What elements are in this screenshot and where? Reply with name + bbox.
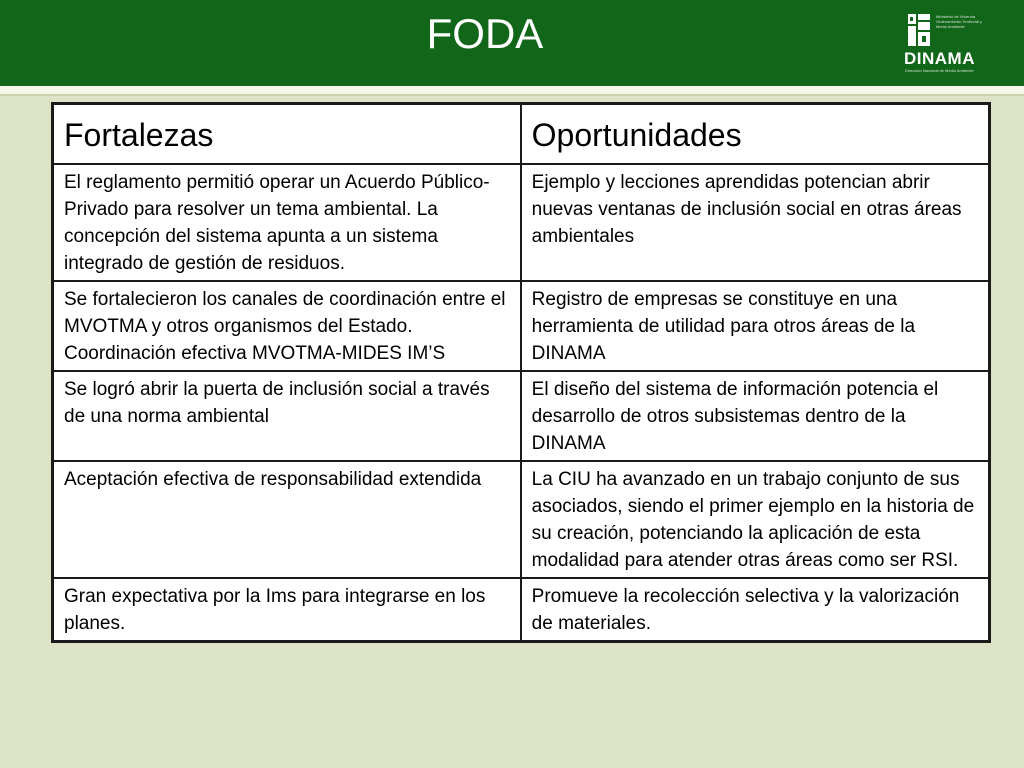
logo-subtitle: Dirección Nacional de Medio Ambiente [905,68,974,73]
logo-wordmark: DINAMA [904,49,975,68]
table-row [53,461,990,578]
logo-ministry-text: Ministerio de Vivienda Ordenamiento Territorial y Medio Ambiente [936,14,982,29]
header-oportunidades: Oportunidades [521,104,990,165]
table-row [53,371,990,461]
header-divider [0,86,1024,94]
foda-table [51,102,991,643]
oportunidad-cell: Ejemplo y lecciones aprendidas potencian abrir nuevas ventanas de inclusión social en otras áreas ambientales [521,164,990,281]
oportunidad-cell: El diseño del sistema de información potencia el desarrollo de otros subsistemas dentro de la DINAMA [521,371,990,461]
table-row [53,281,990,371]
oportunidad-cell: La CIU ha avanzado en un trabajo conjunto de sus asociados, siendo el primer ejemplo en la historia de su creación, potenciando la aplicación de esta modalidad para atender otras áreas como ser RSI. [521,461,990,578]
table-row [53,578,990,642]
fortaleza-cell: Se fortalecieron los canales de coordinación entre el MVOTMA y otros organismos del Estado. Coordinación efectiva MVOTMA-MIDES IM’S [53,281,521,371]
fortaleza-cell: Gran expectativa por la Ims para integrarse en los planes. [53,578,521,642]
oportunidad-cell: Promueve la recolección selectiva y la valorización de materiales. [521,578,990,642]
fortaleza-cell: Aceptación efectiva de responsabilidad extendida [53,461,521,578]
slide-title: FODA [426,10,544,57]
oportunidad-cell: Registro de empresas se constituye en una herramienta de utilidad para otros áreas de la DINAMA [521,281,990,371]
fortaleza-cell: El reglamento permitió operar un Acuerdo Público-Privado para resolver un tema ambiental. La concepción del sistema apunta a un sistema integrado de gestión de residuos. [53,164,521,281]
fortaleza-cell: Se logró abrir la puerta de inclusión social a través de una norma ambiental [53,371,521,461]
header-divider-shadow [0,94,1024,96]
header-fortalezas: Fortalezas [53,104,521,165]
table-header-row [53,104,990,165]
table-row [53,164,990,281]
